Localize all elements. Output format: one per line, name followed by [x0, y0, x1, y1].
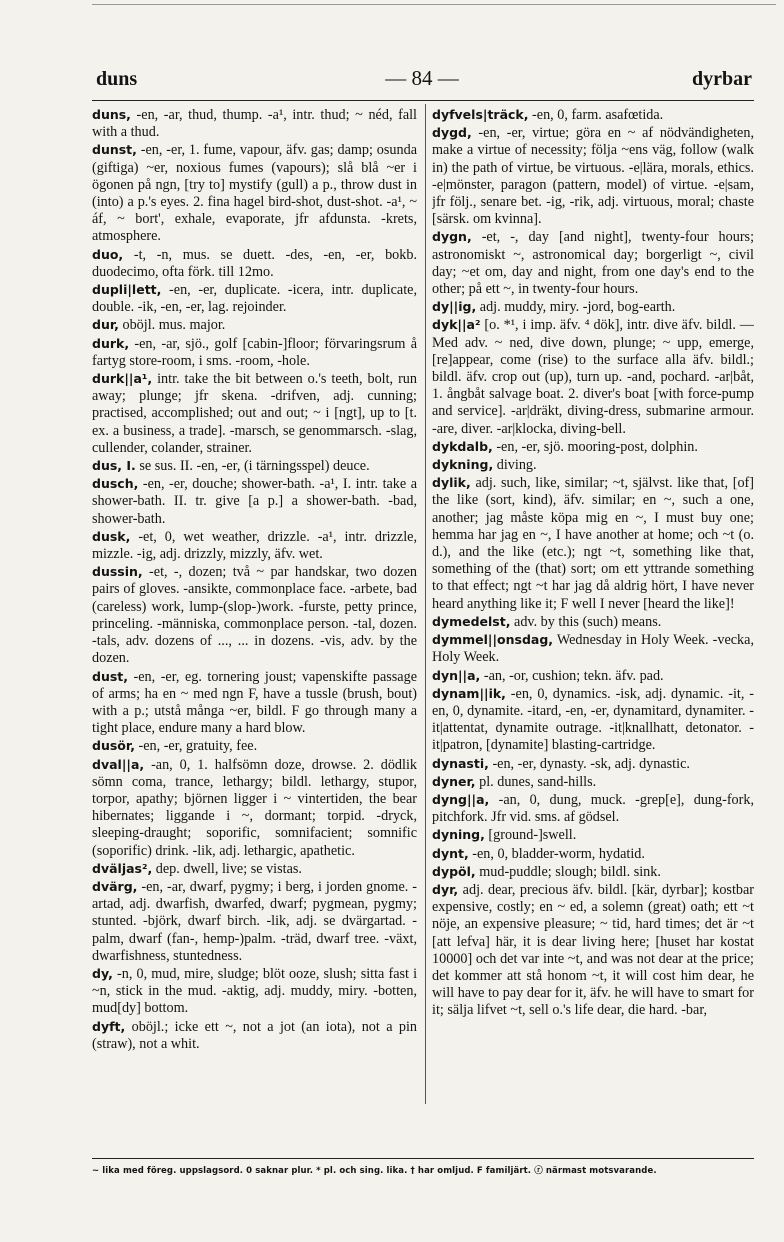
entry-definition: -an, 0, 1. halfsömn doze, drowse. 2. dödlik sömn coma, trance, lethargy; bildl. lethargy, stupor, torpor, apathy; björnen ligger i ~ vintertiden, the bear hibernates; liggande i ~, dormant; torpid. -dryck, sleeping-draught; soporific, somnifacient; somnific (soporific) drink. -lik, adj. lethargic, apathetic. [92, 756, 417, 859]
entry-headword: dval||a, [92, 756, 145, 772]
dictionary-entry [432, 773, 754, 791]
dictionary-entry [92, 246, 417, 281]
dictionary-entry [432, 124, 754, 228]
entry-definition: -en, -er, dynasty. -sk, adj. dynastic. [492, 755, 690, 772]
entry-headword: dymedelst, [432, 613, 511, 629]
entry-headword: dur, [92, 317, 119, 333]
entry-headword: dvärg, [92, 878, 138, 894]
entry-definition: oböjl.; icke ett ~, not a jot (an iota), not a pin (straw), not a whit. [92, 1018, 417, 1052]
entry-headword: dyng||a, [432, 791, 490, 807]
dictionary-entry [432, 228, 754, 298]
entry-headword: durk||a¹, [92, 371, 153, 387]
entry-definition: -en, -er, douche; shower-bath. -a¹, I. intr. take a shower-bath. II. tr. give [a p.] a shower-bath. -bad, shower-bath. [92, 476, 417, 527]
dictionary-entry [432, 791, 754, 826]
dictionary-entry [432, 631, 754, 666]
entry-headword: dypöl, [432, 863, 476, 879]
entry-definition: -en, 0, bladder-worm, hydatid. [472, 845, 645, 862]
entry-headword: dynasti, [432, 755, 489, 771]
entry-headword: dust, [92, 668, 129, 684]
entry-headword: dunst, [92, 142, 137, 158]
entry-headword: durk, [92, 335, 130, 351]
entry-headword: dusör, [92, 738, 135, 754]
entry-headword: dussin, [92, 564, 143, 580]
dictionary-entry [432, 863, 754, 881]
dictionary-entry [432, 755, 754, 773]
entry-definition: oböjl. mus. major. [122, 317, 226, 334]
entry-definition: [o. *¹, i imp. äfv. ⁴ dök], intr. dive äfv. bildl. — Med adv. ~ ned, dive down, plunge; ~ upp, emerge, [re]appear, come (rise) to the surface alla äfv. bildl.; bildl. äfv. crop out (up), turn up. -and, pochard. -ar|båt, 1. ångbåt salvage boat. 2. diver's boat [with force-pump and service]. -ar|dräkt, diving-dress, submarine armour. -are, diver. -ar|klocka, diving-bell. [432, 317, 754, 437]
entry-headword: dyr, [432, 881, 459, 897]
header-rule [92, 100, 754, 101]
entry-definition: -t, -n, mus. se duett. -des, -en, -er, bokb. duodecimo, ofta förk. till 12mo. [92, 246, 417, 280]
header-left-guideword: duns [96, 68, 138, 90]
entry-headword: dygn, [432, 229, 472, 245]
entry-headword: duo, [92, 246, 124, 262]
entry-definition: -et, -, dozen; två ~ par handskar, two dozen pairs of gloves. -ansikte, commonplace face. -arbete, bad (careless) work, lump-(slop-)work. -furste, petty prince, princeling. -människa, commonplace person. -tal, dozen. -tals, adv. dozens of ..., ... in dozens. -vis, adv. by the dozen. [92, 564, 417, 667]
dictionary-entry [92, 370, 417, 457]
page-header [92, 62, 752, 92]
entry-definition: dep. dwell, live; se vistas. [155, 860, 302, 877]
dictionary-entry [92, 668, 417, 738]
column-divider [425, 104, 426, 1104]
entry-definition: [ground-]swell. [488, 827, 577, 844]
dictionary-entry [92, 457, 417, 475]
entry-headword: dy, [92, 965, 113, 981]
entry-definition: adj. dear, precious äfv. bildl. [kär, dyrbar]; kostbar expensive, costly; en ~ ed, a solemn (great) oath; ett ~t nöje, an expensive pleasure; ~ tid, hard times; det är ~t [att lefva] här, it is dear living here; [huset har kostat 10000] och det var inte ~t, and was not dear at the price; det kommer att stå honom ~t, it will cost him dear, he will have to pay dear for it, äfv. he will have to smart for it; sälja lifvet ~t, sell o.'s life dear, die hard. -bar, [432, 881, 754, 1019]
footer-rule [92, 1158, 754, 1159]
dictionary-entry [432, 685, 754, 755]
entry-headword: dymmel||onsdag, [432, 632, 554, 648]
dictionary-entry [92, 528, 417, 563]
top-rule [92, 4, 776, 5]
entry-definition: -en, -er, 1. fume, vapour, äfv. gas; damp; osunda (giftiga) ~er, noxious fumes (vapours); slå blå ~er i ögonen på ngn, [try to] mystify (gull) a p., throw dust in (into) a p.'s eyes. 2. fina hagel bird-shot, dust-shot. -a¹, ~ áf, ~ bort', exhale, evaporate, jfr afdunsta. -krets, atmosphere. [92, 142, 417, 245]
entry-definition: -en, 0, farm. asafœtida. [532, 107, 664, 123]
dictionary-entry [92, 965, 417, 1018]
entry-headword: dusch, [92, 476, 139, 492]
entry-headword: dupli|lett, [92, 282, 162, 298]
entry-definition: -n, 0, mud, mire, sludge; blöt ooze, slush; sitta fast i ~n, stick in the mud. -aktig, adj. muddy, miry. -botten, mud[dy] bottom. [92, 965, 417, 1017]
entry-definition: -et, -, day [and night], twenty-four hours; astronomiskt ~, astronomical day; borgerligt ~, civil day; ~et om, day and night, from one day's end to the other; på ett ~, in twenty-four hours. [432, 229, 754, 298]
entry-definition: adj. such, like, similar; ~t, självst. like that, [of] the like (sort, kind), äfv. similar; en ~, such a one, another; jag måste köpa mig en ~, I must buy one; hemma har jag en ~, I have another at home; och ~t (o. d.), and the like (etc.); ngt ~t, something like that, something of the (that) sort; om ett yttrande something to that effect; ngt ~t har jag då aldrig hört, I have never heard anything like it; F well I never [heard the like]! [432, 475, 754, 612]
dictionary-entry [92, 316, 417, 334]
entry-definition: Wednesday in Holy Week. -vecka, Holy Week. [432, 632, 754, 666]
entry-headword: dyner, [432, 773, 476, 789]
entry-headword: dyk||a² [432, 317, 481, 333]
entry-headword: dy||ig, [432, 299, 477, 315]
dictionary-entry [432, 881, 754, 1020]
dictionary-entry [92, 335, 417, 370]
dictionary-entry [92, 756, 417, 860]
dictionary-entry [432, 456, 754, 474]
entry-definition: -en, -ar, thud, thump. -a¹, intr. thud; ~ néd, fall with a thud. [92, 107, 417, 141]
dictionary-entry [432, 845, 754, 863]
header-right-guideword: dyrbar [692, 68, 752, 90]
entry-headword: dynt, [432, 845, 469, 861]
entry-definition: -et, 0, wet weather, drizzle. -a¹, intr. drizzle, mizzle. -ig, adj. drizzly, mizzly, äfv. wet. [92, 528, 417, 563]
entry-headword: duns, [92, 107, 131, 122]
dictionary-entry [432, 667, 754, 685]
entry-headword: dylik, [432, 475, 471, 491]
dictionary-entry [432, 298, 754, 316]
dictionary-entry [92, 106, 417, 141]
entry-headword: dusk, [92, 528, 131, 544]
dictionary-entry [92, 141, 417, 245]
entry-definition: -en, -er, eg. tornering joust; vapenskifte passage of arms; ha en ~ med ngn F, have a tussle (brush, bout) with a p.; utstå många ~er, bildl. F go through many a tight place, endure many a hard blow. [92, 668, 417, 737]
dictionary-entry [92, 475, 417, 528]
dictionary-entry [432, 613, 754, 631]
dictionary-entry [92, 281, 417, 316]
entry-definition: -en, -er, gratuity, fee. [138, 738, 258, 755]
entry-definition: -an, 0, dung, muck. -grep[e], dung-fork, pitchfork. Jfr vid. sms. af gödsel. [432, 791, 754, 826]
entry-definition: pl. dunes, sand-hills. [479, 773, 597, 790]
entry-definition: intr. take the bit between o.'s teeth, bolt, run away; plunge; jfr skena. -drifven, adj. cunning; practised, accomplished; out and out; ~ i [ngt], up to [t. ex. a business, a trade]. -marsch, se genommarsch. -slag, cullender, colander, strainer. [92, 371, 417, 456]
entry-headword: dygd, [432, 125, 472, 141]
right-column [432, 106, 754, 1106]
entry-definition: mud-puddle; slough; bildl. sink. [479, 863, 661, 880]
entry-headword: dynam||ik, [432, 685, 506, 701]
entry-headword: dykning, [432, 457, 494, 473]
page-number: — 84 — [385, 66, 459, 90]
entry-headword: dyn||a, [432, 667, 481, 683]
dictionary-entry [92, 1018, 417, 1053]
dictionary-entry [432, 316, 754, 437]
entry-headword: dväljas², [92, 860, 153, 876]
entry-definition: adv. by this (such) means. [514, 613, 662, 630]
footer-legend: ~ lika med föreg. uppslagsord. 0 saknar plur. * pl. och sing. lika. † har omljud. F familjärt. ⓡ närmast motsvarande. [92, 1166, 657, 1176]
dictionary-entry [92, 860, 417, 878]
entry-definition: -en, -er, virtue; göra en ~ af nödvändigheten, make a virtue of necessity; följa ~ens väg, follow (walk in) the path of virtue, be virtuous. -e|lära, morals, ethics. -e|mönster, paragon (pattern, model) of virtue. -e|sam, jfr följ., senare bet. -ig, -rik, adj. virtuous, moral; chaste [särsk. om kvinna]. [432, 125, 754, 228]
entry-headword: dyft, [92, 1018, 126, 1034]
entry-definition: se sus. II. -en, -er, (i tärningsspel) deuce. [139, 458, 370, 475]
dictionary-entry [432, 438, 754, 456]
entry-definition: -en, -er, duplicate. -icera, intr. duplicate, double. -ik, -en, -er, lag. rejoinder. [92, 282, 417, 316]
entry-definition: -en, -ar, sjö., golf [cabin-]floor; förvaringsrum å fartyg store-room, i sms. -room, -hole. [92, 335, 417, 369]
entry-headword: dyfvels|träck, [432, 107, 529, 122]
entry-definition: -an, -or, cushion; tekn. äfv. pad. [483, 667, 664, 684]
dictionary-entry [432, 106, 754, 124]
dictionary-entry [432, 826, 754, 844]
entry-definition: -en, -er, sjö. mooring-post, dolphin. [496, 438, 698, 455]
entry-headword: dykdalb, [432, 438, 493, 454]
entry-definition: diving. [496, 457, 537, 474]
dictionary-entry [92, 878, 417, 965]
entry-definition: -en, 0, dynamics. -isk, adj. dynamic. -it, -en, 0, dynamite. -itard, -en, -er, dynamitard, dynamiter. -it|attentat, dynamite outrage. -it|knallhatt, detonator. -it|patron, [dynamite] blasting-cartridge. [432, 685, 754, 754]
dictionary-entry [92, 563, 417, 667]
entry-headword: dyning, [432, 827, 485, 843]
dictionary-entry [92, 737, 417, 755]
left-column [92, 106, 417, 1106]
entry-headword: dus, I. [92, 458, 136, 474]
entry-definition: -en, -ar, dwarf, pygmy; i berg, i jorden gnome. -artad, adj. dwarfish, dwarfed, dwarf; pygmean, pygmy; stunted. -björk, dwarf birch. -lik, adj. se dvärgartad. -palm, dwarf (fan-, hemp-)palm. -träd, dwarf tree. -växt, dwarfishness, stuntedness. [92, 878, 417, 964]
entry-definition: adj. muddy, miry. -jord, bog-earth. [479, 299, 676, 316]
dictionary-entry [432, 474, 754, 613]
